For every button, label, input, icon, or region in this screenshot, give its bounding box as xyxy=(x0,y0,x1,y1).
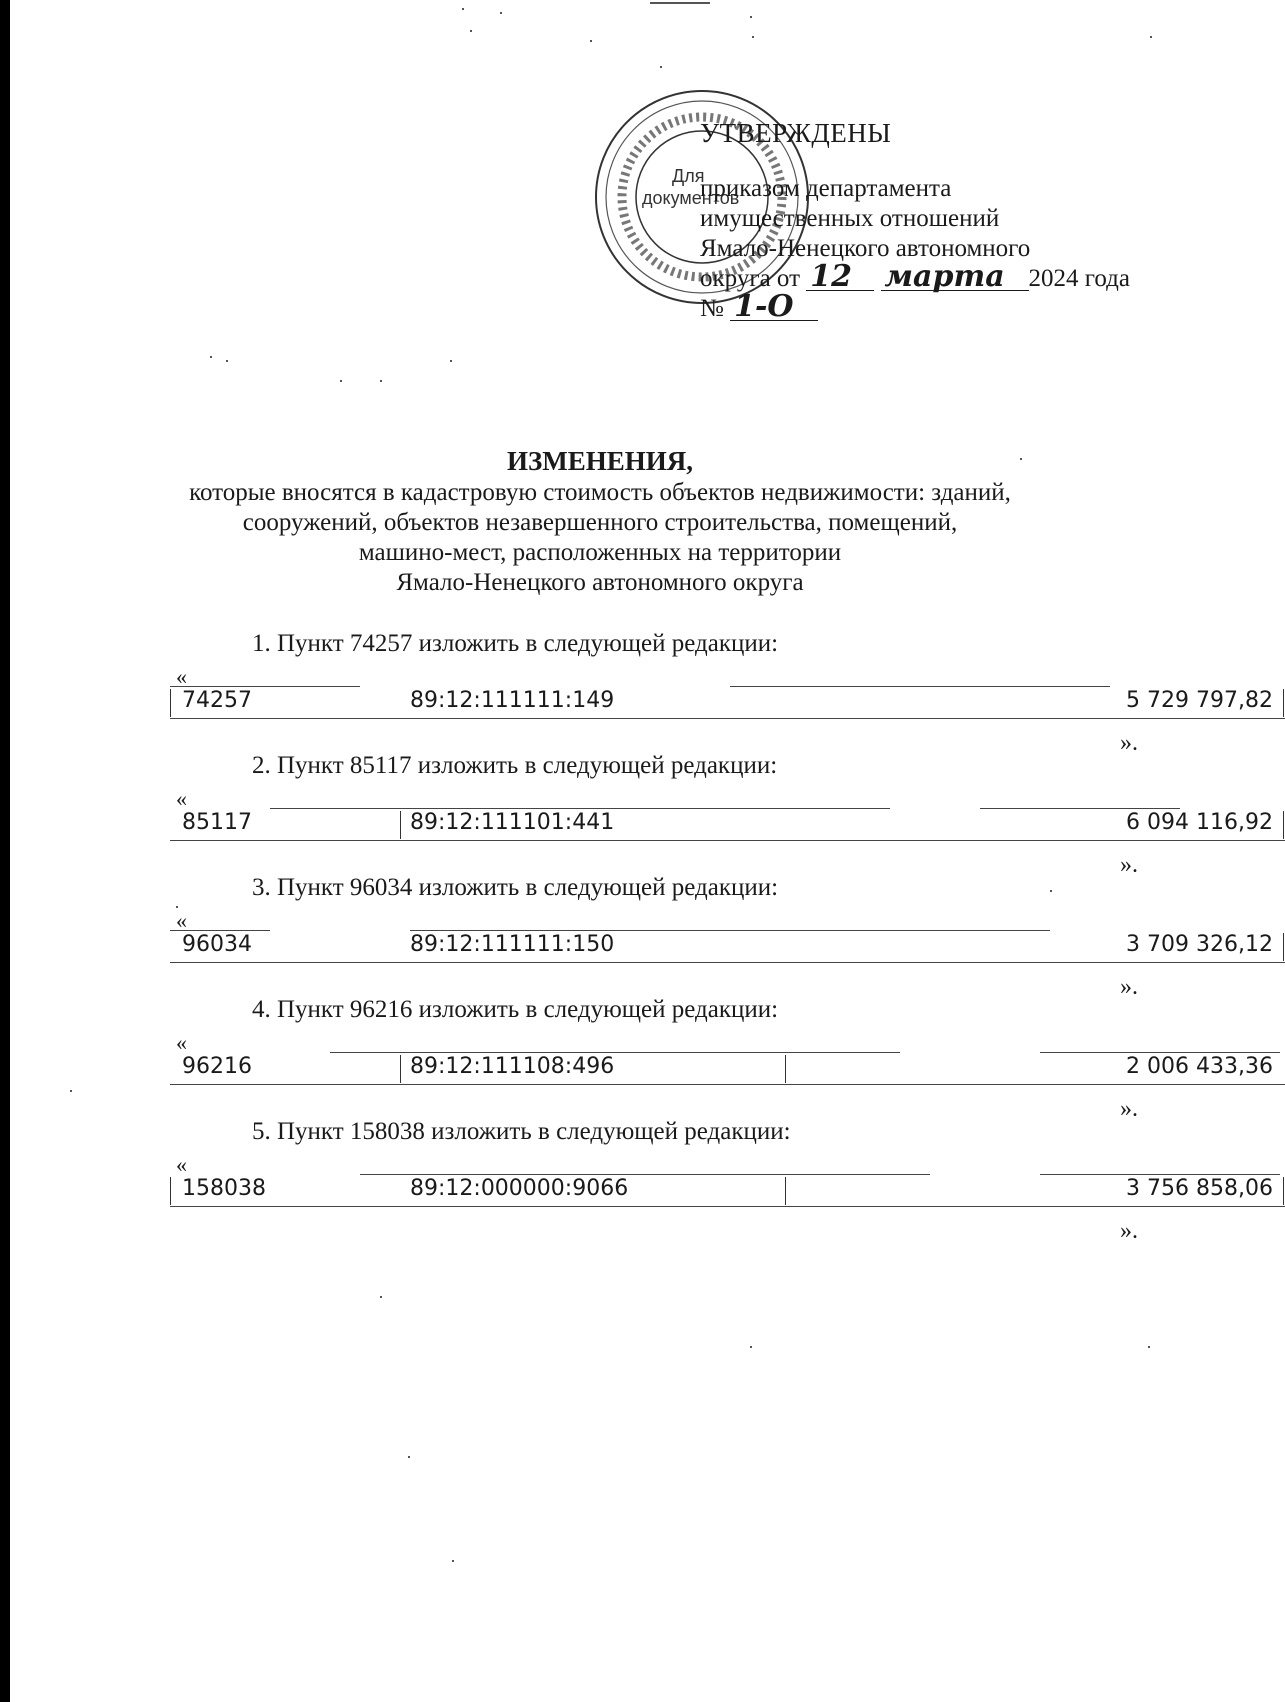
item-heading: 5. Пункт 158038 изложить в следующей редакции: xyxy=(252,1118,791,1145)
item-number: 85117 xyxy=(182,810,252,835)
item-number: 74257 xyxy=(182,688,252,713)
item-number: 158038 xyxy=(182,1176,266,1201)
table-row xyxy=(170,1052,1285,1086)
subtitle-line-2: сооружений, объектов незавершенного строительства, помещений, xyxy=(242,509,958,536)
open-quote: « xyxy=(176,1152,187,1177)
approval-number-label: № xyxy=(700,295,724,322)
seal-inner-text-1: Для xyxy=(672,166,705,186)
approval-heading: УТВЕРЖДЕНЫ xyxy=(700,118,892,148)
approval-line-3: Ямало-Ненецкого автономного xyxy=(700,235,1031,262)
document-title: ИЗМЕНЕНИЯ, xyxy=(506,446,693,476)
cadastral-number: 89:12:111111:150 xyxy=(410,932,615,957)
open-quote: « xyxy=(176,1030,187,1055)
cadastral-value: 5 729 797,82 xyxy=(1126,688,1273,713)
seal-inner-text-2: документов xyxy=(642,188,740,208)
item-heading: 4. Пункт 96216 изложить в следующей редакции: xyxy=(252,996,779,1023)
handwritten-day: 12 xyxy=(806,264,874,291)
item-number: 96034 xyxy=(182,932,252,957)
close-quote: ». xyxy=(1120,1218,1138,1244)
close-quote: ». xyxy=(1120,852,1138,878)
handwritten-month: марта xyxy=(881,264,1029,291)
approval-number-line xyxy=(700,289,1170,324)
table-row xyxy=(170,808,1285,842)
approval-line-2: имущественных отношений xyxy=(700,205,1000,232)
approval-line-1: приказом департамента xyxy=(700,175,952,202)
close-quote: ». xyxy=(1120,730,1138,756)
cadastral-number: 89:12:111108:496 xyxy=(410,1054,615,1079)
cadastral-value: 3 709 326,12 xyxy=(1126,932,1273,957)
handwritten-order-number: 1-О xyxy=(730,294,818,321)
subtitle-line-3: машино-мест, расположенных на территории xyxy=(358,539,842,566)
cadastral-number: 89:12:111101:441 xyxy=(410,810,615,835)
open-quote: « xyxy=(176,786,187,811)
subtitle-line-1: которые вносятся в кадастровую стоимость объектов недвижимости: зданий, xyxy=(189,479,1011,506)
open-quote: « xyxy=(176,908,187,933)
item-heading: 2. Пункт 85117 изложить в следующей редакции: xyxy=(252,752,778,779)
table-row xyxy=(170,1174,1285,1208)
cadastral-value: 2 006 433,36 xyxy=(1126,1054,1273,1079)
cadastral-value: 3 756 858,06 xyxy=(1126,1176,1273,1201)
subtitle-line-4: Ямало-Ненецкого автономного округа xyxy=(396,569,804,596)
table-row xyxy=(170,930,1285,964)
table-row xyxy=(170,686,1285,720)
item-heading: 1. Пункт 74257 изложить в следующей редакции: xyxy=(252,630,779,657)
cadastral-number: 89:12:111111:149 xyxy=(410,688,615,713)
scan-edge xyxy=(0,0,10,1702)
cadastral-number: 89:12:000000:9066 xyxy=(410,1176,629,1201)
close-quote: ». xyxy=(1120,1096,1138,1122)
approval-block xyxy=(700,118,1170,324)
document-title-block xyxy=(150,446,1050,598)
approval-date-prefix: округа от xyxy=(700,265,801,292)
cadastral-value: 6 094 116,92 xyxy=(1126,810,1273,835)
item-heading: 3. Пункт 96034 изложить в следующей редакции: xyxy=(252,874,779,901)
item-number: 96216 xyxy=(182,1054,252,1079)
close-quote: ». xyxy=(1120,974,1138,1000)
approval-year: 2024 года xyxy=(1028,265,1130,292)
open-quote: « xyxy=(176,664,187,689)
